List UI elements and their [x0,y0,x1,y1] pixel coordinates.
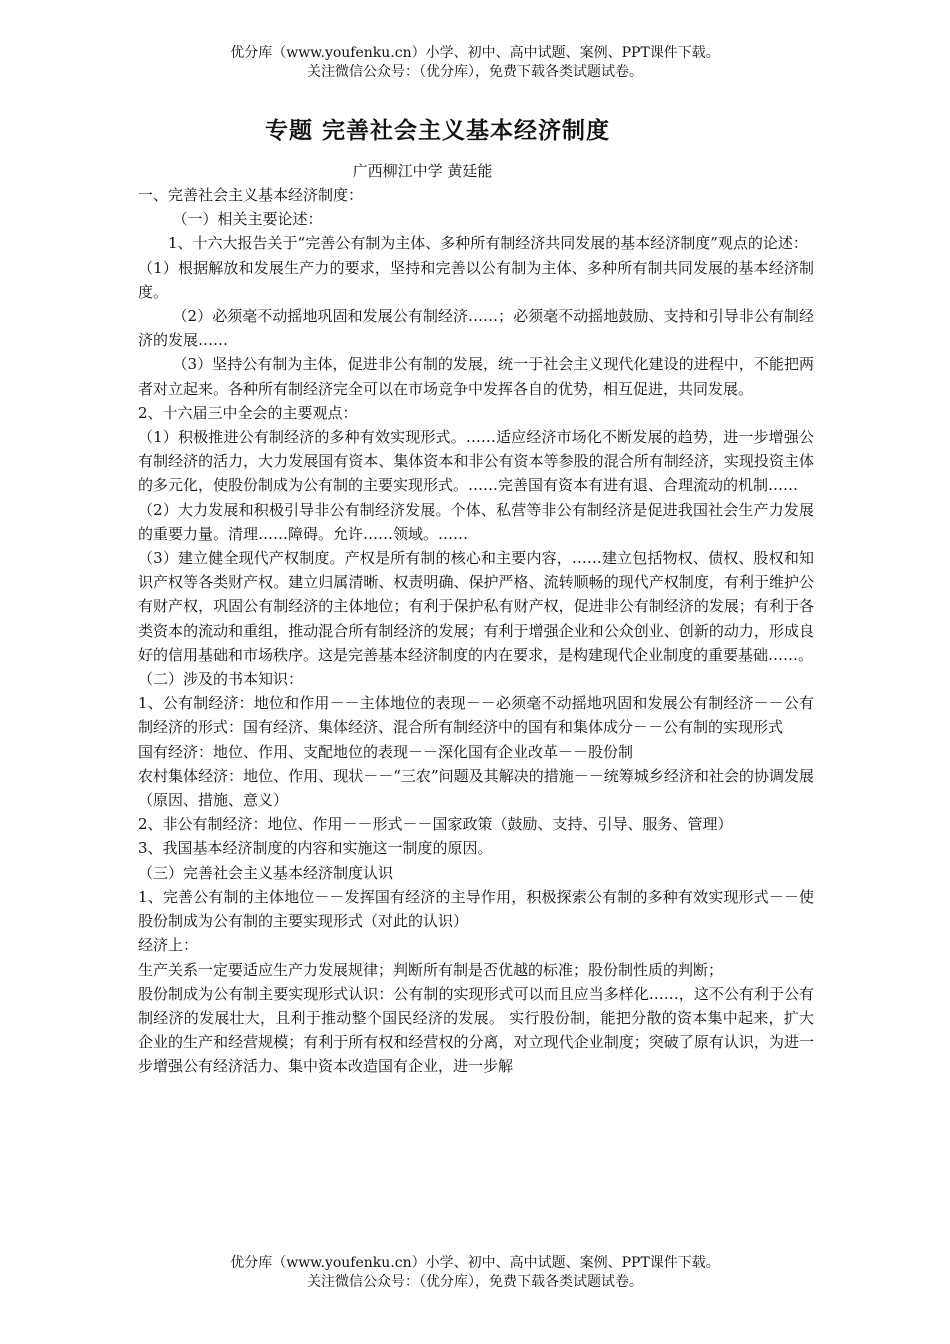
section-heading: 一、完善社会主义基本经济制度： [138,186,364,204]
page-header [0,44,950,82]
paragraph: 股份制成为公有制主要实现形式认识：公有制的实现形式可以而且应当多样化……，这不公有利于公有制经济的发展壮大，且利于推动整个国民经济的发展。 实行股份制，能把分散的资本集中起来，扩大企业的生产和经营规模；有利于所有权和经营权的分离，对立现代企业制度；突破了原有认识，为进一步增强公有经济活力、集中资本改造国有企业，进一步解 [138,984,814,1076]
paragraph: 3、我国基本经济制度的内容和实施这一制度的原因。 [138,839,493,858]
header-line-2: 关注微信公众号：（优分库），免费下载各类试题试卷。 [307,64,643,80]
paragraph: （1）根据解放和发展生产力的要求，坚持和完善以公有制为主体、多种所有制共同发展的基本经济制度。 [138,258,814,301]
subsection-heading: （二）涉及的书本知识： [138,670,304,689]
paragraph: （2）必须毫不动摇地巩固和发展公有制经济……；必须毫不动摇地鼓励、支持和引导非公有制经济的发展…… [138,307,814,350]
document-body [138,183,814,1079]
document-author: 广西柳江中学 黄廷能 [352,162,493,180]
paragraph: 2、非公有制经济：地位、作用－－形式－－国家政策（鼓励、支持、引导、服务、管理） [138,815,733,834]
paragraph: 2、十六届三中全会的主要观点： [138,403,358,422]
paragraph: （2）大力发展和积极引导非公有制经济发展。个体、私营等非公有制经济是促进我国社会生产力发展的重要力量。清理……障碍。允许……领域。…… [138,500,814,543]
paragraph: 生产关系一定要适应生产力发展规律；判断所有制是否优越的标准；股份制性质的判断； [138,960,724,979]
paragraph: （3）坚持公有制为主体，促进非公有制的发展，统一于社会主义现代化建设的进程中，不能把两者对立起来。各种所有制经济完全可以在市场竞争中发挥各自的优势，相互促进，共同发展。 [138,355,814,398]
paragraph: 1、公有制经济：地位和作用－－主体地位的表现－－必须毫不动摇地巩固和发展公有制经济－－公有制经济的形式：国有经济、集体经济、混合所有制经济中的国有和集体成分－－公有制的实现形式 [138,694,814,737]
paragraph: 农村集体经济：地位、作用、现状－－“三农”问题及其解决的措施－－统筹城乡经济和社会的协调发展（原因、措施、意义） [138,766,814,810]
paragraph: 经济上： [138,936,199,955]
paragraph: 国有经济：地位、作用、支配地位的表现－－深化国有企业改革－－股份制 [138,742,634,761]
paragraph: 1、完善公有制的主体地位－－发挥国有经济的主导作用，积极探索公有制的多种有效实现形式－－使股份制成为公有制的主要实现形式（对此的认识） [138,887,814,931]
subsection-heading: （一）相关主要论述： [172,210,323,229]
paragraph: （3）建立健全现代产权制度。产权是所有制的核心和主要内容，……建立包括物权、债权、股权和知识产权等各类财产权。建立归属清晰、权责明确、保护严格、流转顺畅的现代产权制度，有利于维护公有财产权，巩固公有制经济的主体地位；有利于保护私有财产权，促进非公有制经济的发展；有利于各类资本的流动和重组，推动混合所有制经济的发展；有利于增强企业和公众创业、创新的动力，形成良好的信用基础和市场秩序。这是完善基本经济制度的内在要求，是构建现代企业制度的重要基础……。 [138,549,814,664]
header-line-1: 优分库（www.youfenku.cn）小学、初中、高中试题、案例、PPT课件下载。 [230,45,720,61]
footer-line-1: 优分库（www.youfenku.cn）小学、初中、高中试题、案例、PPT课件下载。 [230,1255,720,1271]
document-title: 专题 完善社会主义基本经济制度 [264,117,610,144]
paragraph: （1）积极推进公有制经济的多种有效实现形式。……适应经济市场化不断发展的趋势，进一步增强公有制经济的活力，大力发展国有资本、集体资本和非公有资本等参股的混合所有制经济，实现投资主体的多元化，使股份制成为公有制的主要实现形式。……完善国有资本有进有退、合理流动的机制…… [138,428,814,495]
paragraph: 1、十六大报告关于“完善公有制为主体、多种所有制经济共同发展的基本经济制度”观点的论述： [168,234,808,253]
footer-line-2: 关注微信公众号：（优分库），免费下载各类试题试卷。 [307,1274,643,1290]
page-footer [0,1254,950,1292]
subsection-heading: （三）完善社会主义基本经济制度认识 [138,863,394,882]
